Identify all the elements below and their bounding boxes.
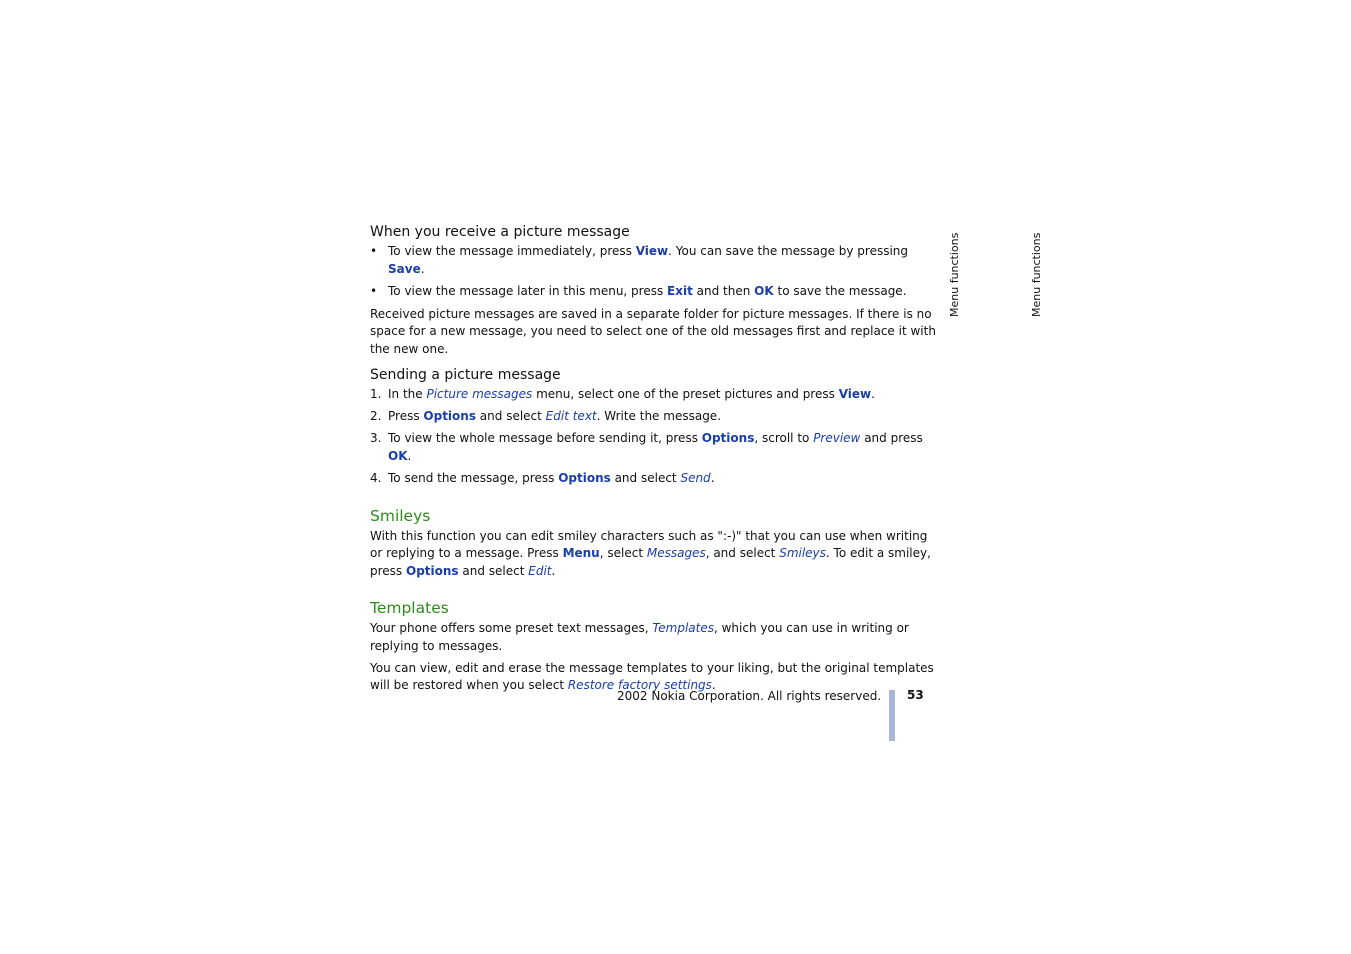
menu-edit-text: Edit text [545,409,597,423]
key-save: Save [388,261,421,276]
bullet-marker: • [370,244,378,258]
side-tab-label-1: Menu functions [948,232,961,317]
receive-bullet-2: • To view the message later in this menu, press Exit and then OK to save the message. [370,283,940,301]
send-step-4: 4. To send the message, press Options and select Send. [370,471,715,485]
receive-bullet-1: • To view the message immediately, press View. You can save the message by pressing Save. [370,244,909,276]
receive-paragraph: Received picture messages are saved in a separate folder for picture messages. If there is no space for a new message, you need to select one of the old messages first and replace it with the new one. [370,306,936,356]
menu-messages: Messages [646,546,706,560]
send-step-1: 1. In the Picture messages menu, select one of the preset pictures and press View. [370,387,875,401]
key-menu: Menu [562,546,600,560]
key-options: Options [558,471,611,485]
key-view: View [838,387,872,401]
heading-templates: Templates [370,599,449,617]
page-number: 53 [907,688,924,702]
footer-copyright: 2002 Nokia Corporation. All rights reserved. [617,689,882,703]
bullet-marker: • [370,283,378,298]
menu-edit: Edit [528,563,552,578]
templates-paragraph-1: Your phone offers some preset text messages, Templates, which you can use in writing or replying to messages. [370,621,909,653]
key-options: Options [423,409,476,423]
key-ok: OK [388,448,408,463]
page-content [370,222,940,695]
side-tab-label-2: Menu functions [1030,232,1043,317]
templates-paragraph-2: You can view, edit and erase the message templates to your liking, but the original templates will be restored when you select Restore factory settings. [370,660,934,692]
menu-templates: Templates [652,621,714,635]
menu-preview: Preview [813,431,861,445]
send-step-3: 3. To view the whole message before sending it, press Options, scroll to Preview and press OK. [370,431,923,463]
heading-sending: Sending a picture message [370,367,561,383]
page-number-bar [889,690,895,741]
key-exit: Exit [667,283,693,298]
smileys-paragraph: With this function you can edit smiley characters such as ":-)" that you can use when writing or replying to a message. Press Menu, select Messages, and select Smileys. To edit a smiley, press Options and select Edit. [370,528,931,578]
key-options: Options [701,431,755,445]
send-step-2: 2. Press Options and select Edit text. Write the message. [370,409,722,423]
menu-send: Send [680,471,711,485]
key-view: View [635,244,669,258]
heading-smileys: Smileys [370,506,431,525]
key-ok: OK [754,283,774,298]
menu-picture-messages: Picture messages [426,387,533,401]
menu-smileys: Smileys [779,546,826,560]
key-options: Options [406,563,459,578]
heading-receive: When you receive a picture message [370,224,630,240]
menu-restore-factory-settings: Restore factory settings [567,678,712,692]
